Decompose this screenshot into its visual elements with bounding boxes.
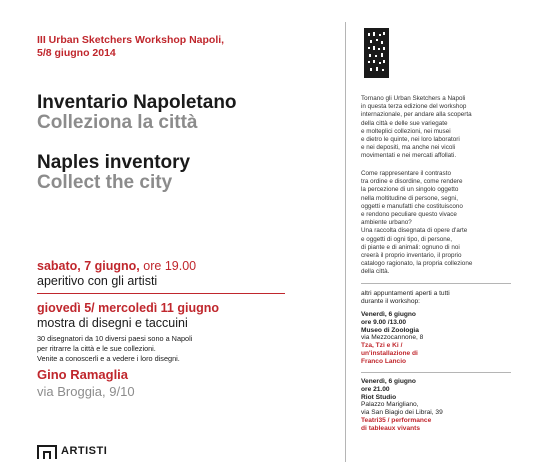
desc-line-1: 30 disegnatori da 10 diversi paesi sono a Napoli	[37, 334, 193, 343]
event-aperitivo-time-prefix: ore	[143, 259, 162, 273]
appointment-time: ore 21.00	[361, 385, 390, 393]
event-mostra-dates: giovedì 5/ mercoledì 11 giugno	[37, 301, 219, 315]
appointment-time: ore 9.00 /13.00	[361, 318, 407, 326]
desc-line-2: per ritrarre la città e le sue collezioni.	[37, 344, 156, 353]
event-aperitivo-description: aperitivo con gli artisti	[37, 274, 158, 288]
question-line: e oggetti di ogni tipo, di persone,	[361, 235, 453, 243]
italian-title: Inventario Napoletano	[37, 92, 237, 113]
appointment-highlight: di tableaux vivants	[361, 424, 420, 432]
question-line: la percezione di un singolo oggetto	[361, 186, 459, 194]
appointment-address: Palazzo Marigliano,	[361, 401, 419, 409]
question-paragraph	[361, 170, 511, 277]
question-line: di piante e di animali: ognuno di noi	[361, 243, 460, 251]
appointment-1	[361, 311, 511, 366]
exhibition-description	[37, 334, 287, 364]
appointment-date: Venerdì, 6 giugno	[361, 378, 416, 385]
intro-line: Tornano gli Urban Sketchers a Napoli	[361, 95, 466, 102]
appointment-address: via Mezzocannone, 8	[361, 334, 424, 342]
event-aperitivo-datetime	[37, 259, 196, 274]
question-line: nella moltitudine di persone, segni,	[361, 194, 458, 202]
venue-name: Gino Ramaglia	[37, 367, 129, 382]
appointment-date: Venerdì, 6 giugno	[361, 311, 416, 318]
appointments-divider	[361, 283, 511, 284]
appointment-2	[361, 378, 511, 433]
event-aperitivo-time: 19.00	[164, 259, 197, 273]
divider-red	[37, 293, 285, 294]
event-aperitivo-date: sabato, 7 giugno,	[37, 259, 140, 273]
question-line: della città.	[361, 268, 390, 276]
artisti-logo-text: ARTISTI	[61, 445, 108, 457]
intro-line: e nei depositi, ma anche nei vicoli	[361, 144, 456, 152]
intro-line: e molteplici collezioni, nei musei	[361, 127, 451, 135]
column-divider	[345, 22, 346, 462]
question-line: ambiente urbano?	[361, 219, 412, 227]
workshop-line-1: III Urban Sketchers Workshop Napoli,	[37, 34, 225, 46]
question-line: creerà il proprio inventario, il proprio	[361, 252, 462, 260]
event-aperitivo	[37, 259, 196, 289]
intro-line: in questa terza edizione del workshop	[361, 103, 467, 111]
question-line: e rendono peculiare questo vivace	[361, 211, 457, 219]
event-mostra	[37, 301, 219, 331]
intro-line: internazionale, per andare alla scoperta	[361, 111, 472, 119]
intro-paragraph	[361, 95, 511, 161]
appointment-highlight: Franco Lancio	[361, 357, 407, 365]
appointments-intro	[361, 290, 511, 307]
question-line: tra ordine e disordine, come rendere	[361, 178, 463, 186]
workshop-heading	[37, 34, 224, 60]
venue	[37, 366, 135, 400]
english-subtitle: Collect the city	[37, 172, 173, 193]
appointment-address: via San Biagio dei Librai, 39	[361, 409, 443, 417]
pattern-logo-icon	[364, 28, 389, 78]
question-line: Una raccolta disegnata di opere d'arte	[361, 227, 468, 235]
artisti-logo	[37, 445, 107, 462]
appointments-divider	[361, 372, 511, 373]
event-mostra-description: mostra di disegni e taccuini	[37, 316, 188, 330]
workshop-line-2: 5/8 giugno 2014	[37, 47, 116, 59]
intro-line: della città e delle sue variegate	[361, 119, 448, 127]
appointment-highlight: Teatri35 / performance	[361, 416, 432, 424]
desc-line-3: Venite a conoscerli e a vedere i loro disegni.	[37, 354, 180, 363]
question-line: catalogo ragionato, la propria collezione	[361, 260, 473, 268]
question-line: oggetti e manufatti che costituiscono	[361, 202, 463, 210]
appointments-intro-line-2: durante il workshop:	[361, 298, 421, 306]
artisti-logo-mark-icon	[37, 445, 57, 459]
english-title: Naples inventory	[37, 152, 191, 173]
intro-line: e dietro le quinte, nei loro laboratori	[361, 136, 460, 144]
venue-address: via Broggia, 9/10	[37, 384, 135, 399]
intro-line: movimentati e nei mercati affollati.	[361, 152, 457, 160]
appointment-highlight: Tza, Tzi e Ki /	[361, 342, 403, 350]
italian-subtitle: Colleziona la città	[37, 112, 198, 133]
appointment-place: Museo di Zoologia	[361, 326, 419, 334]
question-line: Come rappresentare il contrasto	[361, 170, 451, 177]
appointment-place: Riot Studio	[361, 393, 397, 401]
appointments-intro-line-1: altri appuntamenti aperti a tutti	[361, 290, 450, 297]
appointment-highlight: un'installazione di	[361, 349, 418, 357]
